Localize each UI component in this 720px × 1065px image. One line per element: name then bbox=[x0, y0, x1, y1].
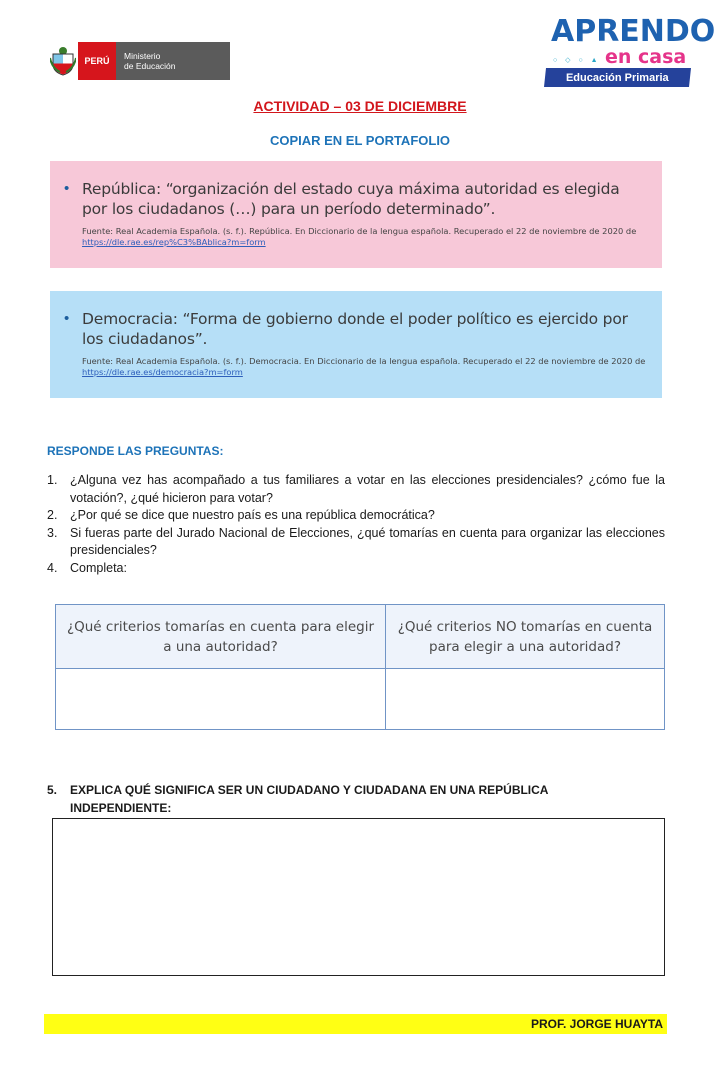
source-link[interactable]: https://dle.rae.es/democracia?m=form bbox=[82, 367, 243, 377]
definition-source: Fuente: Real Academia Española. (s. f.). Democracia. En Diccionario de la lengua española. Recuperado el 22 de noviembre de 2020 de https://dle.rae.es/democracia?m=form bbox=[82, 356, 646, 377]
ministry-name bbox=[116, 42, 230, 80]
question-item bbox=[47, 472, 665, 507]
questions-heading: RESPONDE LAS PREGUNTAS: bbox=[47, 444, 224, 458]
portfolio-instruction: COPIAR EN EL PORTAFOLIO bbox=[269, 133, 451, 148]
brand-subtitle: en casa bbox=[605, 46, 687, 68]
criteria-header-no: ¿Qué criterios NO tomarías en cuenta para elegir a una autoridad? bbox=[386, 605, 664, 669]
question-text: ¿Por qué se dice que nuestro país es una república democrática? bbox=[70, 508, 435, 522]
ministry-logo bbox=[48, 42, 230, 80]
page-header bbox=[0, 0, 720, 100]
brand-banner: Educación Primaria bbox=[544, 68, 691, 87]
criteria-cell-no[interactable] bbox=[386, 669, 664, 729]
activity-title: ACTIVIDAD – 03 DE DICIEMBRE bbox=[253, 98, 467, 114]
definition-text: República: “organización del estado cuya máxima autoridad es elegida por los ciudadanos (…) para un período determinado”. bbox=[82, 180, 620, 218]
ministry-line-2: de Educación bbox=[124, 61, 176, 71]
questions-list bbox=[47, 472, 665, 577]
question-text: EXPLICA QUÉ SIGNIFICA SER UN CIUDADANO Y CIUDADANA EN UNA REPÚBLICA INDEPENDIENTE: bbox=[70, 783, 549, 815]
aprendo-en-casa-logo bbox=[545, 12, 716, 86]
peru-label: PERÚ bbox=[78, 42, 116, 80]
definition-democracia bbox=[50, 291, 662, 398]
question-number: 3. bbox=[47, 525, 58, 540]
bullet-icon: • bbox=[64, 180, 70, 197]
bullet-icon: • bbox=[64, 310, 70, 327]
question-item bbox=[47, 507, 665, 525]
definition-republica bbox=[50, 161, 662, 268]
ministry-line-1: Ministerio bbox=[124, 51, 161, 61]
question-number: 2. bbox=[47, 508, 58, 522]
definition-source: Fuente: Real Academia Española. (s. f.). República. En Diccionario de la lengua española. Recuperado el 22 de noviembre de 2020 de https://dle.rae.es/rep%C3%BAblica?m=form bbox=[82, 226, 637, 247]
source-link[interactable]: https://dle.rae.es/rep%C3%BAblica?m=form bbox=[82, 237, 266, 247]
question-5 bbox=[47, 781, 607, 817]
question-text: Si fueras parte del Jurado Nacional de Elecciones, ¿qué tomarías en cuenta para organizar las elecciones presidenciales? bbox=[70, 525, 665, 557]
definition-text: Democracia: “Forma de gobierno donde el poder político es ejercido por los ciudadanos”. bbox=[82, 310, 628, 348]
criteria-cell-yes[interactable] bbox=[56, 669, 386, 729]
question-number: 5. bbox=[47, 783, 58, 797]
question-number: 1. bbox=[47, 473, 58, 487]
question-number: 4. bbox=[47, 560, 58, 575]
question-item bbox=[47, 560, 665, 578]
question-text: ¿Alguna vez has acompañado a tus familiares a votar en las elecciones presidenciales? ¿cómo fue la votación?, ¿qué hicieron para votar? bbox=[70, 473, 665, 505]
criteria-table bbox=[55, 604, 665, 730]
question-item bbox=[47, 525, 665, 560]
criteria-header-yes: ¿Qué criterios tomarías en cuenta para elegir a una autoridad? bbox=[56, 605, 386, 669]
author-footer: PROF. JORGE HUAYTA bbox=[44, 1014, 667, 1034]
brand-dots-icon: ○ ◇ ○ ▲ bbox=[553, 57, 601, 64]
brand-title: APRENDO bbox=[551, 14, 716, 49]
answer-box[interactable] bbox=[52, 818, 665, 976]
question-text: Completa: bbox=[70, 560, 127, 575]
peru-coat-of-arms-icon bbox=[48, 42, 78, 80]
